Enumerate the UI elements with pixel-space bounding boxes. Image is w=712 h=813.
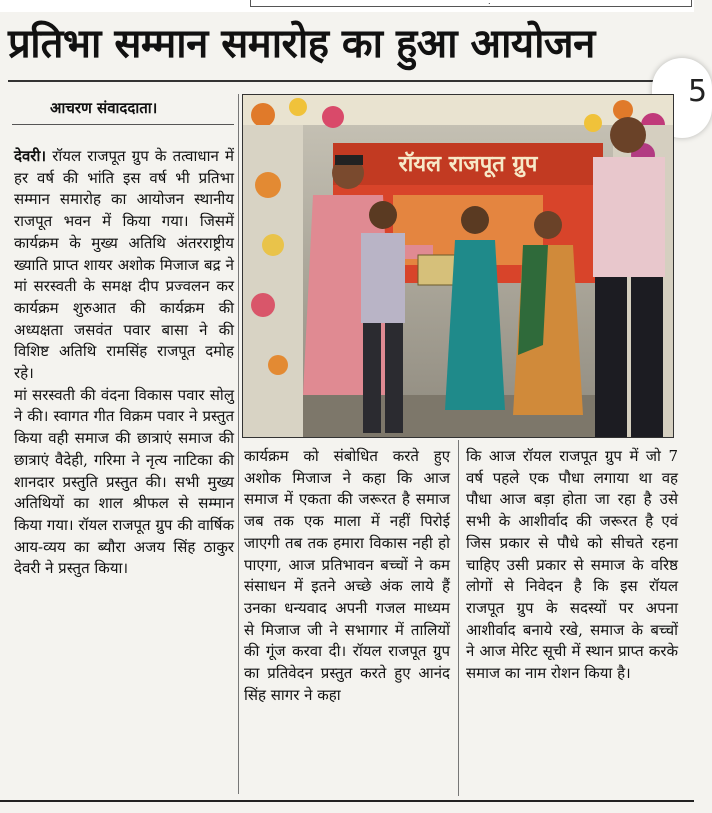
column-2	[244, 446, 450, 796]
top-strip	[0, 0, 694, 12]
page-number: 5	[688, 74, 708, 109]
col1-paragraph-1	[14, 146, 234, 385]
col1-p1-text: रॉयल राजपूत ग्रुप के तत्वाधान में हर वर्ष की भांति इस वर्ष भी प्रतिभा सम्मान समारोह का आयोजन स्थानीय राजपूत भवन में किया गया। जिसमें कार्यक्रम के मुख्य अतिथि अंतरराष्ट्रीय ख्याति प्राप्त शायर अशोक मिजाज बद्र ने मां सरस्वती के समक्ष दीप प्रज्वलन कर कार्यक्रम शुरुआत की कार्यक्रम की अध्यक्षता जसवंत पवार बासा ने की विशिष्ट अतिथि रामसिंह राजपूत दमोह रहे।	[14, 147, 234, 383]
byline: आचरण संवाददाता।	[50, 99, 158, 117]
photo-illustration	[243, 95, 673, 437]
banner-text: रॉयल राजपूत ग्रुप	[398, 152, 538, 177]
column-1	[14, 146, 234, 796]
frame-mark: .	[488, 0, 491, 6]
column-divider-1	[238, 94, 239, 794]
column-3	[466, 446, 678, 796]
dateline: देवरी।	[14, 147, 47, 165]
headline: प्रतिभा सम्मान समारोह का हुआ आयोजन	[8, 21, 595, 67]
col2-paragraph: कार्यक्रम को संबोधित करते हुए अशोक मिजाज ने कहा कि आज समाज में एकता की जरूरत है समाज जब तक एक माला में नहीं पिरोई जाएगी तब तक हमारा विकास नही हो पाएगा, आज प्रतिभावन बच्चों ने कम संसाधन में इतने अच्छे अंक लाये हैं उनका धन्यवाद अपनी गजल माध्यम से मिजाज जी ने सभागार में तालियों की गूंज करवा दी। रॉयल राजपूत ग्रुप का प्रतिवेदन प्रस्तुत करते हुए आनंद सिंह सागर ने कहा	[244, 447, 450, 704]
col3-paragraph: कि आज रॉयल राजपूत ग्रुप में जो 7 वर्ष पहले एक पौधा लगाया था वह पौधा आज बड़ा होता जा रहा है उसे सभी के आशीर्वाद की जरूरत है एवं जिस प्रकार से पौधे को सीचते रहना चाहिए उसी प्रकार से समाज के वरिष्ठ लोगों से निवेदन है कि इस रॉयल राजपूत ग्रुप के सदस्यों पर अपना आशीर्वाद बनाये रखे, समाज के बच्चों ने आज मेरिट सूची में स्थान प्राप्त करके समाज का नाम रोशन किया है।	[466, 447, 678, 683]
column-divider-2	[458, 440, 459, 796]
col1-paragraph-2: मां सरस्वती की वंदना विकास पवार सोलु ने की। स्वागत गीत विक्रम पवार ने प्रस्तुत किया वही समाज की छात्राएं समाज की छात्राएं वैदेही, गरिमा ने नृत्य नाटिका की शानदार प्रस्तुति प्रस्तुत की। सभी मुख्य अतिथियों का शाल श्रीफल से सम्मान किया गया। रॉयल राजपूत ग्रुप की वार्षिक आय-व्यय का ब्यौरा अजय सिंह ठाकुर देवरी ने प्रस्तुत किया।	[14, 385, 234, 578]
bottom-rule	[0, 800, 694, 802]
byline-rule	[12, 124, 234, 125]
headline-rule	[8, 80, 686, 82]
previous-article-frame	[250, 0, 692, 7]
award-plaque	[418, 255, 458, 285]
event-photo	[242, 94, 674, 438]
